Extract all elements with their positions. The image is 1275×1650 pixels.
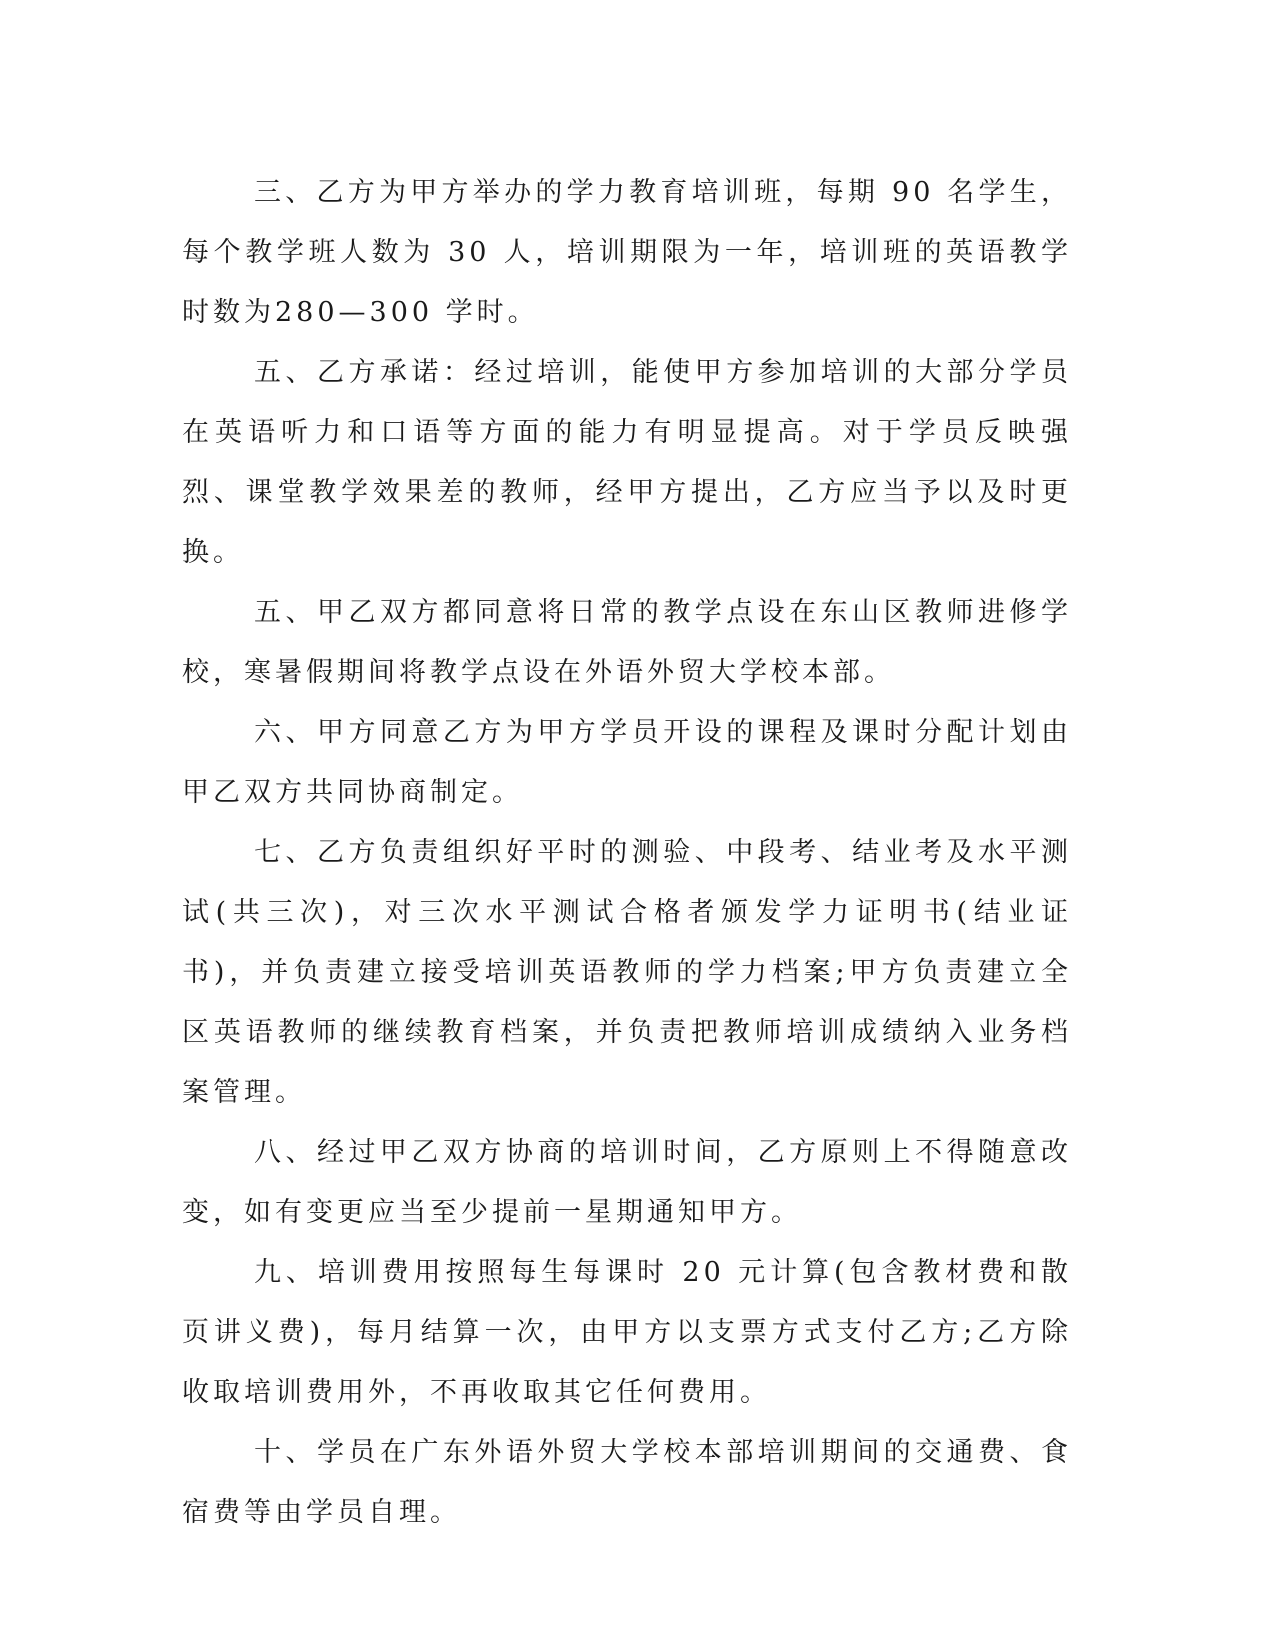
clause-line: 九、培训费用按照每生每课时 20 元计算(包含教材费和散页讲义 <box>182 1257 1072 1348</box>
clause-line: 五、乙方承诺：经过培训，能使甲方参加培训的大部分学员在英 <box>182 357 1072 448</box>
clause-line: 七、乙方负责组织好平时的测验、中段考、结业考及水平测试( <box>182 837 1072 928</box>
clause-line: 寒暑假期间将教学点设在外语外贸大学校本部。 <box>244 657 895 688</box>
clause-line: 等由学员自理。 <box>244 1497 461 1528</box>
clause-line: 共三次)，对三次水平测试合格者颁发学力证明书(结业证书)，并负责 <box>182 897 1072 988</box>
clause-line: 三、乙方为甲方举办的学力教育培训班，每期 90 名学生，每个 <box>182 177 1072 268</box>
clause-line: 外，不再收取其它任何费用。 <box>368 1377 771 1408</box>
clause-line: 教学班人数为 30 人，培训期限为一年，培训班的英语教学时数为 <box>182 237 1073 328</box>
clause-paragraph <box>182 163 1072 343</box>
clause-line: 语听力和口语等方面的能力有明显提高。对于学员反映强烈、课堂教 <box>182 417 1073 508</box>
clause-paragraph <box>182 1123 1072 1243</box>
clause-line: 八、经过甲乙双方协商的培训时间，乙方原则上不得随意改变， <box>182 1137 1072 1228</box>
clause-paragraph <box>182 1423 1072 1543</box>
clause-line: 教育档案，并负责把教师培训成绩纳入业务档案管理。 <box>182 1017 1073 1108</box>
clause-line: 学效果差的教师，经甲方提出，乙方应当予以及时更换。 <box>182 477 1073 568</box>
clause-line: 五、甲乙双方都同意将日常的教学点设在东山区教师进修学校， <box>182 597 1072 688</box>
clause-paragraph <box>182 1243 1072 1423</box>
clause-line: 十、学员在广东外语外贸大学校本部培训期间的交通费、食宿费 <box>182 1437 1072 1528</box>
document-body <box>182 163 1072 1543</box>
clause-line: 如有变更应当至少提前一星期通知甲方。 <box>244 1197 802 1228</box>
clause-paragraph <box>182 583 1072 703</box>
clause-line: 费)，每月结算一次，由甲方以支票方式支付乙方;乙方除收取培训费用 <box>182 1317 1072 1408</box>
clause-paragraph <box>182 343 1072 583</box>
clause-line: 建立接受培训英语教师的学力档案;甲方负责建立全区英语教师的继续 <box>182 957 1072 1048</box>
clause-line: 双方共同协商制定。 <box>244 777 523 808</box>
clause-line: 六、甲方同意乙方为甲方学员开设的课程及课时分配计划由甲乙 <box>182 717 1072 808</box>
clause-paragraph <box>182 703 1072 823</box>
clause-paragraph <box>182 823 1072 1123</box>
clause-line: 280—300 学时。 <box>275 297 539 328</box>
